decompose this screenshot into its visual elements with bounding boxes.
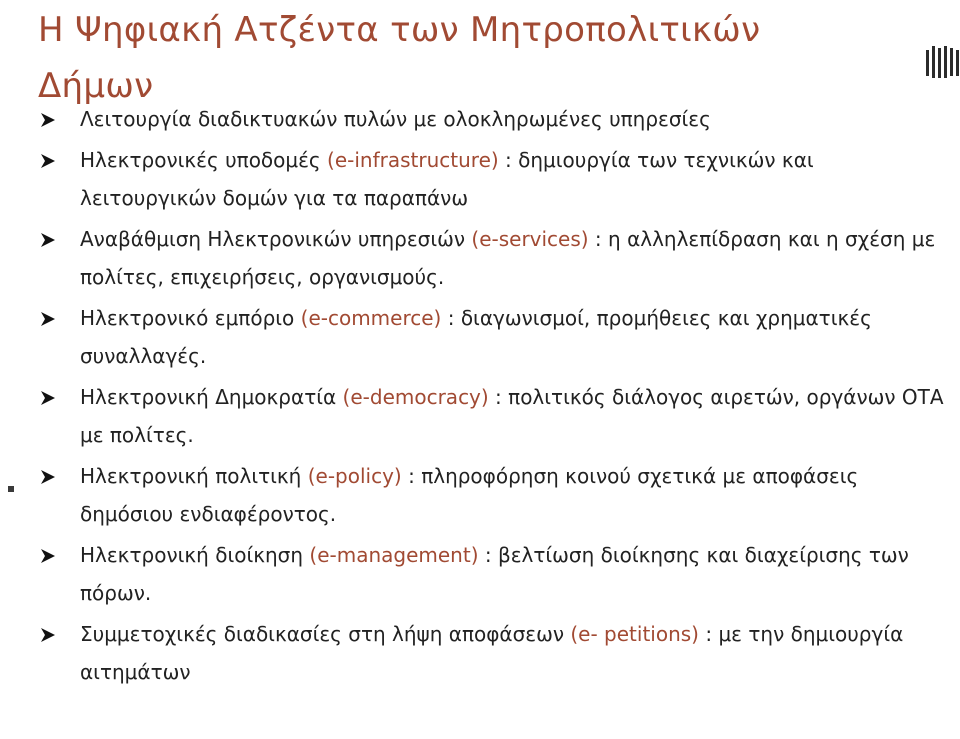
bullet-list	[38, 100, 948, 691]
bullet-term: (e-management)	[309, 543, 479, 567]
arrowhead-bullet-icon	[40, 469, 56, 485]
side-marker	[8, 486, 14, 492]
bullet-term: (e-infrastructure)	[327, 148, 499, 172]
bullet-item	[38, 615, 948, 691]
bullet-term: (e-services)	[471, 227, 589, 251]
arrowhead-bullet-icon	[40, 311, 56, 327]
bullet-text: Ηλεκτρονικές υποδομές	[80, 148, 328, 172]
arrowhead-bullet-icon	[40, 627, 56, 643]
bullet-item	[38, 100, 948, 138]
bullet-text: Ηλεκτρονική διοίκηση	[80, 543, 310, 567]
bullet-text-after: : βελτίωση διοίκησης και διαχείρισης των πόρων.	[80, 543, 909, 605]
bullet-text-after: : δημιουργία των τεχνικών και λειτουργικών δομών για τα παραπάνω	[80, 148, 814, 210]
bullet-item	[38, 220, 948, 296]
arrowhead-bullet-icon	[40, 232, 56, 248]
bullet-item	[38, 457, 948, 533]
bullet-text: Αναβάθμιση Ηλεκτρονικών υπηρεσιών	[80, 227, 472, 251]
bullet-text-after: : με την δημιουργία αιτημάτων	[80, 622, 904, 684]
bullet-term: (e-policy)	[307, 464, 402, 488]
arrowhead-bullet-icon	[40, 548, 56, 564]
bullet-text-after: : πολιτικός διάλογος αιρετών, οργάνων ΟΤΑ με πολίτες.	[80, 385, 944, 447]
bullet-text: Ηλεκτρονική πολιτική	[80, 464, 308, 488]
arrowhead-bullet-icon	[40, 153, 56, 169]
bullet-item	[38, 141, 948, 217]
bullet-text: Λειτουργία διαδικτυακών πυλών με ολοκληρωμένες υπηρεσίες	[80, 107, 711, 131]
bullet-term: (e-commerce)	[300, 306, 442, 330]
bullet-text-after: : η αλληλεπίδραση και η σχέση με πολίτες, επιχειρήσεις, οργανισμούς.	[80, 227, 936, 289]
arrowhead-bullet-icon	[40, 112, 56, 128]
slide-title: Η Ψηφιακή Ατζέντα των Μητροπολιτικών Δήμων	[38, 10, 761, 106]
bullet-text-after: : πληροφόρηση κοινού σχετικά με αποφάσεις δημόσιου ενδιαφέροντος.	[80, 464, 859, 526]
bullet-text-after: : διαγωνισμοί, προμήθειες και χρηματικές συναλλαγές.	[80, 306, 872, 368]
arrowhead-bullet-icon	[40, 390, 56, 406]
bullet-item	[38, 378, 948, 454]
bullet-term: (e- petitions)	[570, 622, 699, 646]
bullet-term: (e-democracy)	[342, 385, 489, 409]
bullet-item	[38, 536, 948, 612]
bullet-item	[38, 299, 948, 375]
bullet-text: Ηλεκτρονική Δημοκρατία	[80, 385, 343, 409]
bullet-text: Ηλεκτρονικό εμπόριο	[80, 306, 301, 330]
bullet-text: Συμμετοχικές διαδικασίες στη λήψη αποφάσεων	[80, 622, 571, 646]
decorative-bars-icon	[924, 44, 960, 80]
